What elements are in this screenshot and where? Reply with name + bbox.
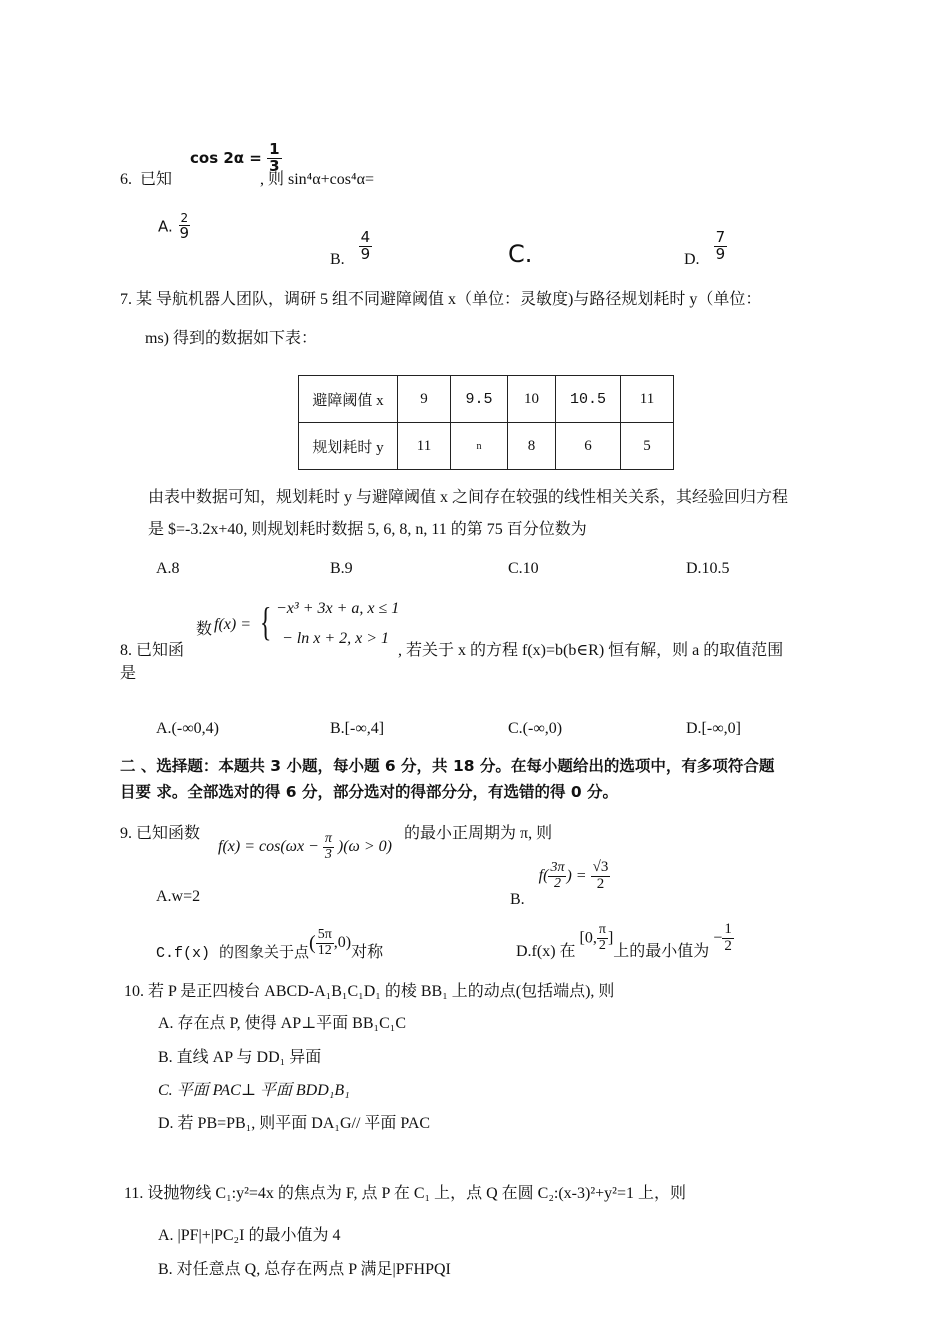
q6-cos-lhs: cos 2α = [190,148,262,167]
q6-optd-label: D. [684,250,700,268]
q9-text: 的最小正周期为 π, 则 [404,825,553,842]
table-cell: 9.5 [451,376,508,423]
q8-continuation: 是 [120,665,137,682]
q6-frac-num: 1 [269,140,280,158]
q9-optd-post: 上的最小值为 [613,942,710,960]
section2-line1: 二 、选择题：本题共 3 小题，每小题 6 分，共 18 分。在每小题给出的选项中，有多项符合题 [120,757,775,775]
q8-number: 8. 已知函 [120,642,185,659]
q11-option-b: B. 对任意点 Q, 总存在两点 P 满足|PFHPQI [158,1261,451,1278]
q6-option-d [684,230,727,269]
q9-number: 9. 已知函数 [120,825,201,842]
q6-optb-label: B. [330,250,345,268]
q9-optd-close: ] [607,929,614,947]
q9-optd-vden: 2 [724,937,732,954]
q10-option-d: D. 若 PB=PB₁, 则平面 DA₁G// 平面 PAC [158,1115,431,1132]
q9-optb-num: 3π [550,860,565,876]
table-cell: 11 [621,376,674,423]
q9-option-a: A.w=2 [156,888,201,905]
table-row [299,423,674,470]
q7-data-table [298,375,674,470]
q9-optd-neg: − [713,929,723,947]
section2-line2: 目要 求。全部选对的得 6 分，部分选对的得部分分，有选错的得 0 分。 [120,783,619,801]
q7-line2: ms) 得到的数据如下表： [145,330,318,347]
q10-option-b: B. 直线 AP 与 DD₁ 异面 [158,1049,322,1066]
q6-number-prefix [120,166,172,189]
q6-suffix: , 则 sin⁴α+cos⁴α= [260,171,374,188]
q9-optb-rden: 2 [596,875,605,892]
q10-option-a: A. 存在点 P, 使得 AP⊥平面 BB₁C₁C [158,1015,407,1032]
q8-option-b: B.[-∞,4] [330,720,385,737]
table-cell: 10 [508,376,556,423]
q7-option-b: B.9 [330,560,353,577]
q9-optb-mid: ) = [566,867,587,885]
q9-optc-tail: ,0) [333,934,352,952]
q10-stem: 10. 若 P 是正四棱台 ABCD-A₁B₁C₁D₁ 的棱 BB₁ 上的动点(包括端点), 则 [124,983,615,1000]
q9-optc-pre: C.f(x) 的图象关于点 [156,944,310,962]
q6-prefix: 已知 [140,171,173,188]
q9-option-c: C.f(x) 的图象关于点( $\frac{5\pi}{12}$ ,0)对称 [156,927,384,962]
q8-option-a: A.(-∞0,4) [156,720,219,737]
q9-optd-int: [0, [579,929,597,947]
q7-line3: 由表中数据可知，规划耗时 y 与避障阈值 x 之间存在较强的线性相关关系，其经验回归方程 [148,489,789,506]
q7-line1: 7. 某 导航机器人团队，调研 5 组不同避障阈值 x（单位：灵敏度)与路径规划耗时 y（单位： [120,291,762,308]
q9-option-d [516,922,734,961]
q9-optb-rfrac [591,860,611,893]
q8-option-d: D.[-∞,0] [686,720,741,737]
table-cell: 11 [398,423,451,470]
q11-stem: 11. 设抛物线 C₁:y²=4x 的焦点为 F, 点 P 在 C₁ 上，点 Q 在圆 C₂:(x-3)²+y²=1 上，则 [124,1185,686,1202]
q9-optc-den: 12 [317,942,332,958]
q9-optd-vnum: 1 [724,921,732,937]
q9-optb-frac [548,861,566,891]
q9-optd-num: π [598,922,606,938]
q9-optb-f: f( [538,867,549,885]
q6-optb-num: 4 [360,228,371,246]
q6-opta-label: A. [158,217,173,236]
q6-optd-num: 7 [715,228,726,246]
table-cell: 8 [508,423,556,470]
q9-optc-num: 5π [317,927,332,942]
brace-icon: { [259,599,272,644]
q9-func-tail: )(ω > 0) [337,838,392,856]
q6-option-b [330,230,372,269]
table-row-header: 避障阈值 x [299,376,398,423]
q8-text: , 若关于 x 的方程 f(x)=b(b∈R) 恒有解，则 a 的取值范围 [398,642,784,659]
q6-optb-frac [359,230,373,263]
table-cell: n [451,423,508,470]
q9-optd-den: 2 [598,937,606,953]
q6-optd-frac [714,230,728,263]
table-row-header: 规划耗时 y [299,423,398,470]
q8-shu: 数 [196,621,213,638]
q9-optd-pre: D.f(x) 在 [516,942,576,960]
q10-option-c: C. 平面 PAC⊥ 平面 BDD₁B₁ [158,1082,350,1099]
q9-function [218,832,392,862]
q9-optd-frac [597,923,608,953]
q9-func: f(x) = cos(ωx − [218,838,319,856]
q9-pi-num: π [324,831,332,846]
q8-fx: f(x) = [214,616,251,633]
q9-pi-frac [323,832,334,862]
q8-option-c: C.(-∞,0) [508,720,563,737]
table-cell: 10.5 [556,376,621,423]
q6-optd-den: 9 [715,244,726,263]
q9-optb-label: B. [510,890,525,908]
q9-optb-den: 2 [553,875,561,891]
q6-opta-den: 9 [179,223,190,242]
q6-num: 6. [120,171,132,188]
q6-option-c: C. [508,240,533,268]
q7-option-d: D.10.5 [686,560,730,577]
q6-frac-den: 3 [269,156,280,175]
q6-opta-frac [178,212,192,241]
q7-option-c: C.10 [508,560,539,577]
table-cell: 6 [556,423,621,470]
q8-case2: − ln x + 2, x > 1 [282,630,390,647]
q9-option-b [510,860,610,909]
table-cell: 5 [621,423,674,470]
q6-option-a [158,212,191,241]
q9-optc-post: 对称 [351,943,384,961]
table-cell: 9 [398,376,451,423]
q9-optc-frac [316,928,334,958]
q11-option-a: A. |PF|+|PC₂I 的最小值为 4 [158,1227,341,1244]
q6-optb-den: 9 [360,244,371,263]
q7-line4: 是 $=-3.2x+40, 则规划耗时数据 5, 6, 8, n, 11 的第 75 百分位数为 [148,521,587,538]
q7-option-a: A.8 [156,560,180,577]
table-row [299,376,674,423]
q6-opta-num: 2 [180,211,189,225]
q9-optd-vfrac [722,922,734,955]
q8-case1: −x³ + 3x + a, x ≤ 1 [276,600,400,617]
q9-optb-rnum: √3 [592,859,609,875]
q9-pi-den: 3 [324,846,332,862]
